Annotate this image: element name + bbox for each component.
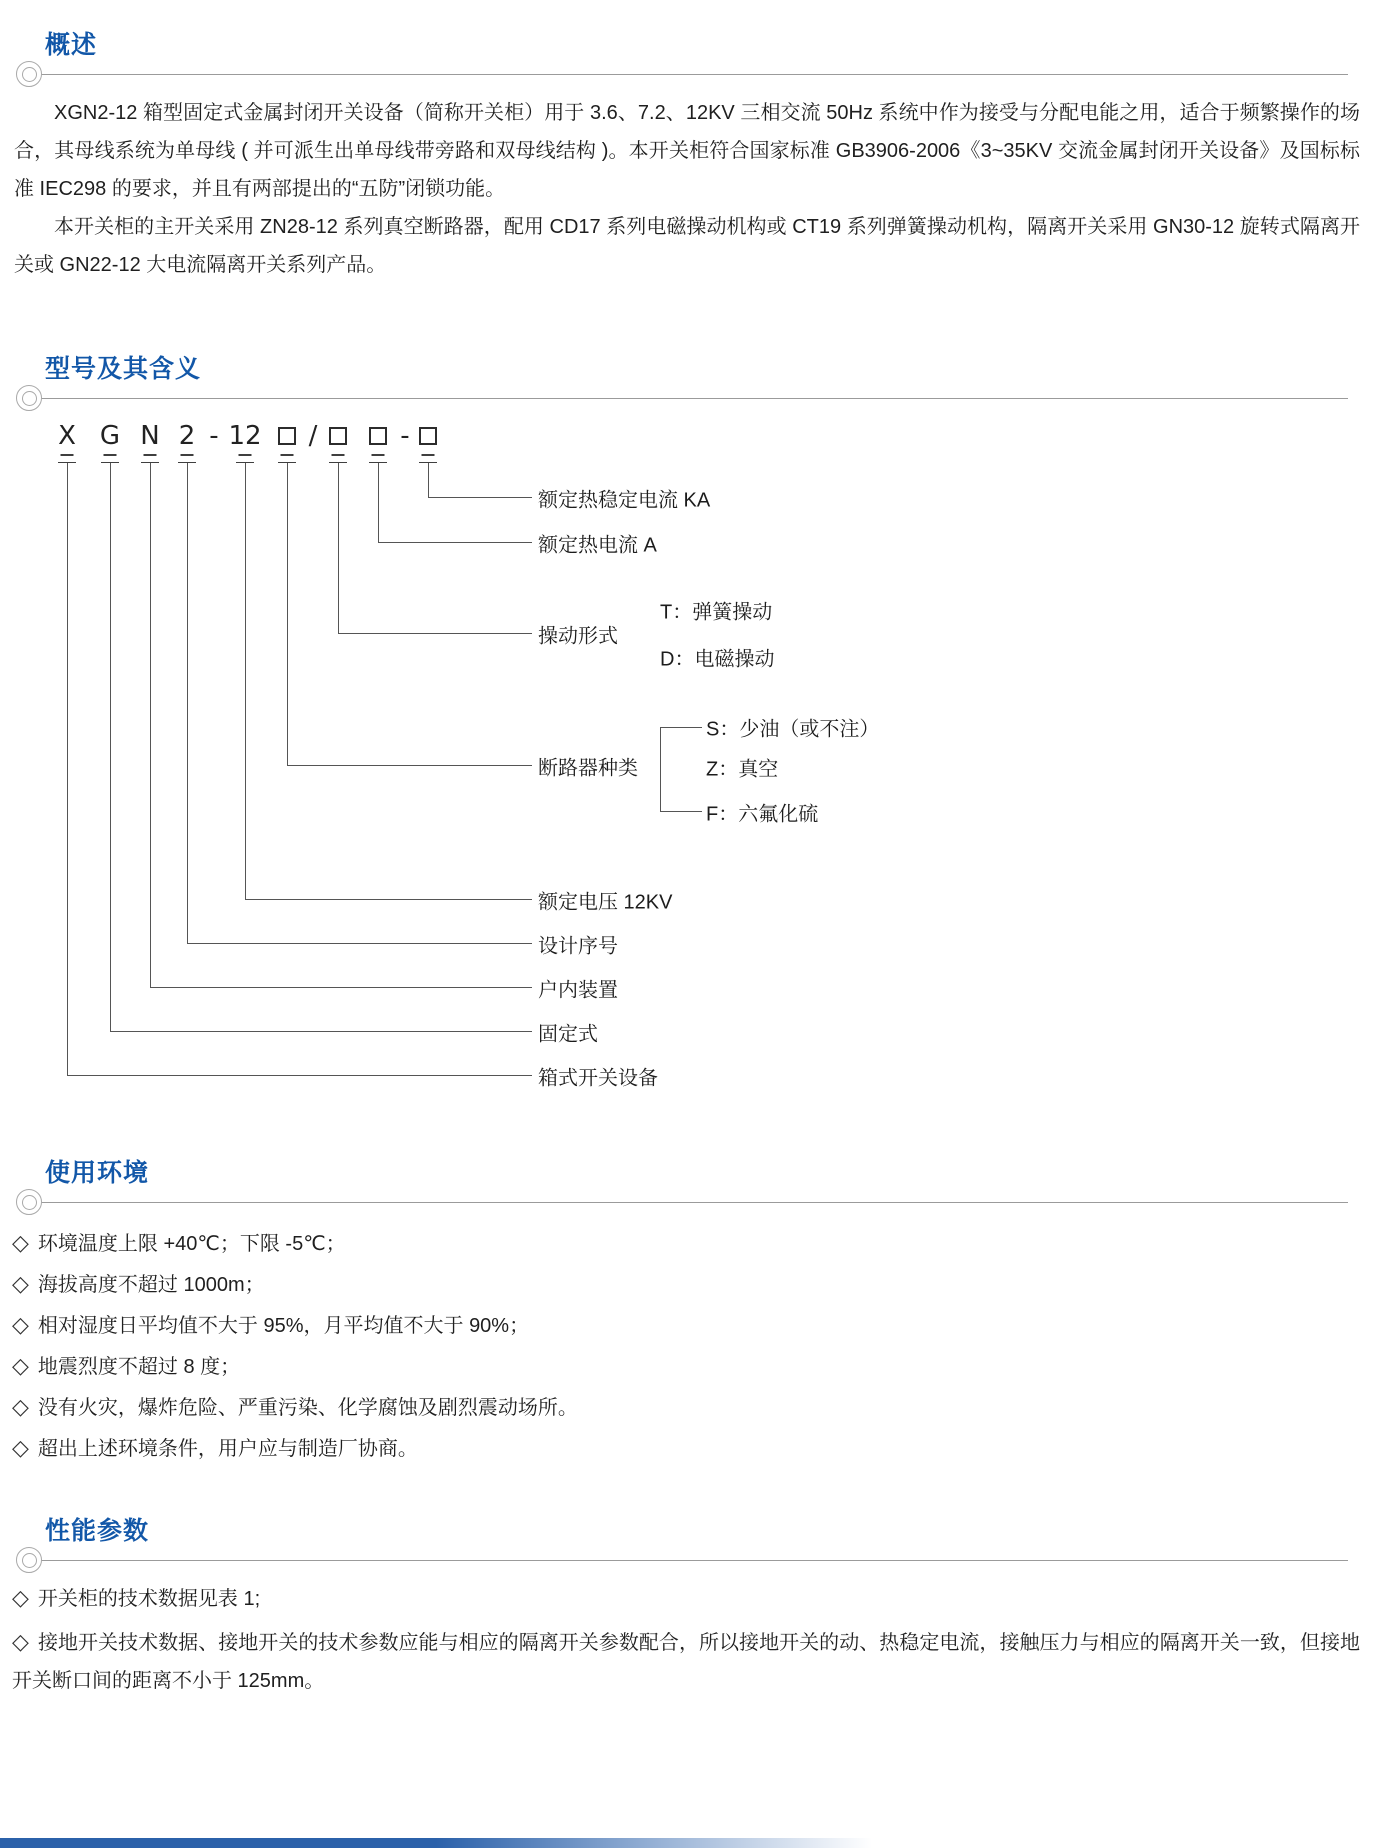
code-underline [104,454,117,456]
section-rule-line [38,74,1348,75]
label-design-serial: 设计序号 [538,935,618,958]
diamond-bullet-icon: ◇ [12,1629,29,1654]
code-underline [181,454,194,456]
environment-list [12,1223,1360,1469]
connector-line [67,463,532,1076]
ring-inner-icon [22,67,37,82]
overview-paragraph-2: 本开关柜的主开关采用 ZN28-12 系列真空断路器，配用 CD17 系列电磁操动机构或 CT19 系列弹簧操动机构，隔离开关采用 GN30-12 旋转式隔离开关或 GN22-12 大电流隔离开关系列产品。 [14,216,1360,276]
option-magnetic-operation: D：电磁操动 [660,648,775,671]
environment-item-text: 没有火灾，爆炸危险、严重污染、化学腐蚀及剧烈震动场所。 [37,1397,578,1419]
performance-list [12,1578,1360,1700]
diamond-bullet-icon: ◇ [12,1230,29,1255]
environment-item-text: 超出上述环境条件，用户应与制造厂协商。 [37,1438,418,1460]
diamond-bullet-icon: ◇ [12,1271,29,1296]
list-item [12,1346,1360,1387]
model-char-x: X [58,421,76,451]
list-item [12,1305,1360,1346]
section-rule-row [0,1188,1373,1218]
placeholder-box [369,427,387,445]
list-item [12,1623,1360,1700]
code-underline [422,454,435,456]
model-char-n: N [140,421,160,451]
footer-accent-bar [0,1838,872,1848]
section-rule-row [0,384,1373,414]
diamond-bullet-icon: ◇ [12,1585,29,1610]
model-char-g: G [99,421,121,451]
option-spring-operation: T：弹簧操动 [660,601,773,624]
model-char-dash2: - [400,421,410,451]
section-rule-row [0,1546,1373,1576]
label-breaker-type: 断路器种类 [538,757,638,780]
option-min-oil: S：少油（或不注） [706,718,880,741]
diamond-bullet-icon: ◇ [12,1353,29,1378]
placeholder-box [329,427,347,445]
section-environment-header [0,1156,1373,1218]
label-indoor-device: 户内装置 [538,979,618,1002]
list-item [12,1264,1360,1305]
diamond-bullet-icon: ◇ [12,1312,29,1337]
model-char-dash: - [209,421,219,451]
code-underline [372,454,385,456]
code-underline [144,454,157,456]
section-rule-line [38,1202,1348,1203]
section-model-header [0,352,1373,414]
list-item [12,1223,1360,1264]
ring-inner-icon [22,1553,37,1568]
breaker-options-bracket [660,727,702,812]
list-item [12,1428,1360,1469]
placeholder-box [278,427,296,445]
code-underline [239,454,252,456]
label-rated-thermal-stability-current: 额定热稳定电流 KA [538,489,711,512]
ring-inner-icon [22,1195,37,1210]
list-item [12,1387,1360,1428]
environment-item-text: 相对湿度日平均值不大于 95%，月平均值不大于 90%； [37,1315,530,1337]
performance-item-text: 接地开关技术数据、接地开关的技术参数应能与相应的隔离开关参数配合，所以接地开关的动、热稳定电流，接触压力与相应的隔离开关一致，但接地开关断口间的距离不小于 125mm。 [12,1632,1360,1692]
ring-ornament-icon [16,385,42,411]
label-box-switchgear: 箱式开关设备 [538,1067,658,1090]
environment-item-text: 地震烈度不超过 8 度； [37,1356,241,1378]
section-rule-row [0,60,1373,90]
section-model-title: 型号及其含义 [45,355,202,383]
label-operation-mode: 操动形式 [538,625,618,648]
label-rated-thermal-current: 额定热电流 A [538,534,657,557]
label-rated-voltage: 额定电压 12KV [538,891,673,914]
ring-ornament-icon [16,1189,42,1215]
code-underline [61,454,74,456]
overview-paragraph-1: XGN2-12 箱型固定式金属封闭开关设备（简称开关柜）用于 3.6、7.2、12KV 三相交流 50Hz 系统中作为接受与分配电能之用，适合于频繁操作的场合，其母线系统为单母线 ( 并可派生出单母线带旁路和双母线结构 )。本开关柜符合国家标准 GB3906-2006《3~35KV 交流金属封闭开关设备》及国标标准 IEC298 的要求，并且有两部提出的“五防”闭锁功能。 [14,102,1360,200]
ring-ornament-icon [16,1547,42,1573]
section-overview-title: 概述 [45,31,98,59]
model-char-2: 2 [178,421,196,451]
model-char-12: 12 [228,421,262,451]
section-performance-header [0,1514,1373,1576]
placeholder-box [419,427,437,445]
section-rule-line [38,398,1348,399]
option-sf6: F：六氟化硫 [706,803,819,826]
overview-body [14,94,1360,284]
performance-item-text: 开关柜的技术数据见表 1; [37,1588,261,1610]
section-rule-line [38,1560,1348,1561]
diamond-bullet-icon: ◇ [12,1394,29,1419]
environment-item-text: 海拔高度不超过 1000m； [37,1274,265,1296]
section-performance-title: 性能参数 [45,1517,150,1545]
model-char-slash: / [308,421,318,451]
diamond-bullet-icon: ◇ [12,1435,29,1460]
section-overview-header [0,28,1373,90]
ring-ornament-icon [16,61,42,87]
list-item [12,1578,1360,1619]
ring-inner-icon [22,391,37,406]
option-vacuum: Z：真空 [706,758,779,781]
label-fixed-type: 固定式 [538,1023,598,1046]
code-underline [332,454,345,456]
environment-item-text: 环境温度上限 +40℃；下限 -5℃； [37,1233,346,1255]
code-underline [281,454,294,456]
section-environment-title: 使用环境 [45,1159,150,1187]
